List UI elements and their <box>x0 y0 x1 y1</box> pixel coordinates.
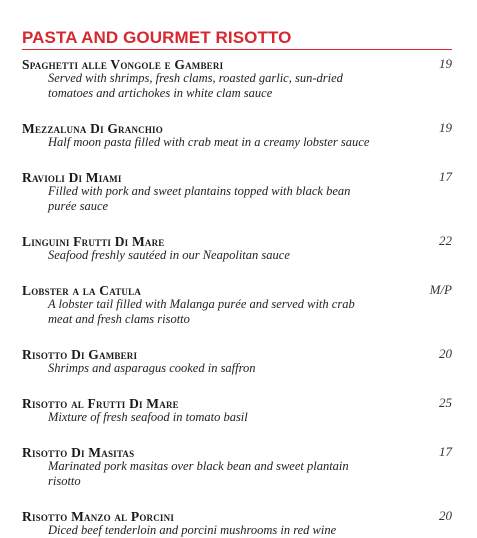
menu-item <box>22 508 452 538</box>
item-description: Served with shrimps, fresh clams, roasted garlic, sun-dried tomatoes and artichokes in white clam sauce <box>48 71 343 100</box>
item-price: 19 <box>439 56 452 71</box>
item-price: 17 <box>439 169 452 184</box>
item-price: 25 <box>439 395 452 410</box>
item-price: M/P <box>429 282 452 297</box>
item-price: 22 <box>439 233 452 248</box>
item-name: Spaghetti alle Vongole e Gamberi <box>22 57 224 72</box>
item-name: Lobster a la Catula <box>22 283 142 298</box>
item-description: Marinated pork masitas over black bean and sweet plantain risotto <box>48 459 349 488</box>
menu-item <box>22 120 452 150</box>
item-name: Mezzaluna Di Granchio <box>22 121 163 136</box>
menu-item <box>22 56 452 101</box>
menu-item <box>22 282 452 327</box>
item-price: 17 <box>439 444 452 459</box>
item-name: Linguini Frutti Di Mare <box>22 234 165 249</box>
item-name: Ravioli Di Miami <box>22 170 122 185</box>
item-name: Risotto Di Masitas <box>22 445 135 460</box>
menu-section <box>22 28 452 538</box>
item-name: Risotto al Frutti Di Mare <box>22 396 179 411</box>
menu-item <box>22 233 452 263</box>
item-price: 20 <box>439 508 452 523</box>
menu-item <box>22 395 452 425</box>
item-description: Filled with pork and sweet plantains topped with black bean purée sauce <box>48 184 351 213</box>
section-title: PASTA AND GOURMET RISOTTO <box>22 28 452 50</box>
menu-item <box>22 444 452 489</box>
item-description: Diced beef tenderloin and porcini mushrooms in red wine <box>48 523 337 537</box>
item-description: Seafood freshly sautéed in our Neapolitan sauce <box>48 248 290 262</box>
menu-item <box>22 346 452 376</box>
item-price: 19 <box>439 120 452 135</box>
item-description: Mixture of fresh seafood in tomato basil <box>48 410 248 424</box>
item-description: Shrimps and asparagus cooked in saffron <box>48 361 256 375</box>
item-price: 20 <box>439 346 452 361</box>
item-description: A lobster tail filled with Malanga purée and served with crab meat and fresh clams risotto <box>48 297 355 326</box>
item-name: Risotto Manzo al Porcini <box>22 509 175 524</box>
menu-item <box>22 169 452 214</box>
item-description: Half moon pasta filled with crab meat in a creamy lobster sauce <box>48 135 370 149</box>
item-name: Risotto Di Gamberi <box>22 347 138 362</box>
